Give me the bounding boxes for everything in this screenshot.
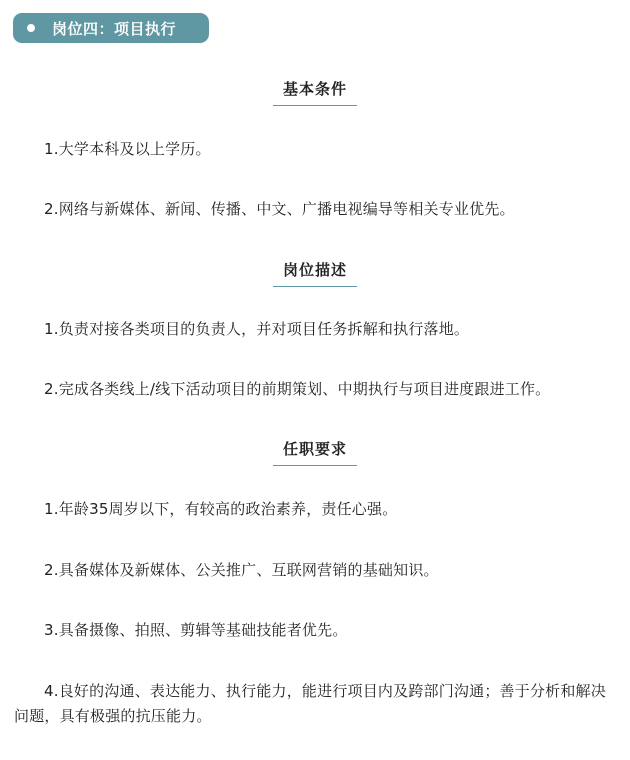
qualification-item: 1.年龄35周岁以下，有较高的政治素养，责任心强。 <box>44 500 398 518</box>
section-heading-basic-conditions <box>0 79 630 106</box>
bullet-dot-icon <box>27 24 35 32</box>
section-heading-job-requirements <box>0 439 630 466</box>
post-title: 岗位四：项目执行 <box>52 19 177 38</box>
heading-underline <box>273 286 357 287</box>
post-title-tag <box>13 13 209 43</box>
section-heading-text: 任职要求 <box>282 440 347 458</box>
section-heading-job-description <box>0 260 630 287</box>
requirement-item: 1.大学本科及以上学历。 <box>44 140 211 158</box>
heading-underline <box>273 465 357 466</box>
description-item: 2.完成各类线上/线下活动项目的前期策划、中期执行与项目进度跟进工作。 <box>44 380 551 398</box>
qualification-item: 3.具备摄像、拍照、剪辑等基础技能者优先。 <box>44 621 348 639</box>
qualification-item: 4.良好的沟通、表达能力、执行能力，能进行项目内及跨部门沟通；善于分析和解决问题，具有极强的抗压能力。 <box>14 682 606 725</box>
description-item: 1.负责对接各类项目的负责人，并对项目任务拆解和执行落地。 <box>44 320 470 338</box>
heading-underline <box>273 105 357 106</box>
section-heading-text: 岗位描述 <box>282 261 347 279</box>
qualification-item: 2.具备媒体及新媒体、公关推广、互联网营销的基础知识。 <box>44 561 439 579</box>
requirement-item: 2.网络与新媒体、新闻、传播、中文、广播电视编导等相关专业优先。 <box>44 200 515 218</box>
section-heading-text: 基本条件 <box>282 80 347 98</box>
